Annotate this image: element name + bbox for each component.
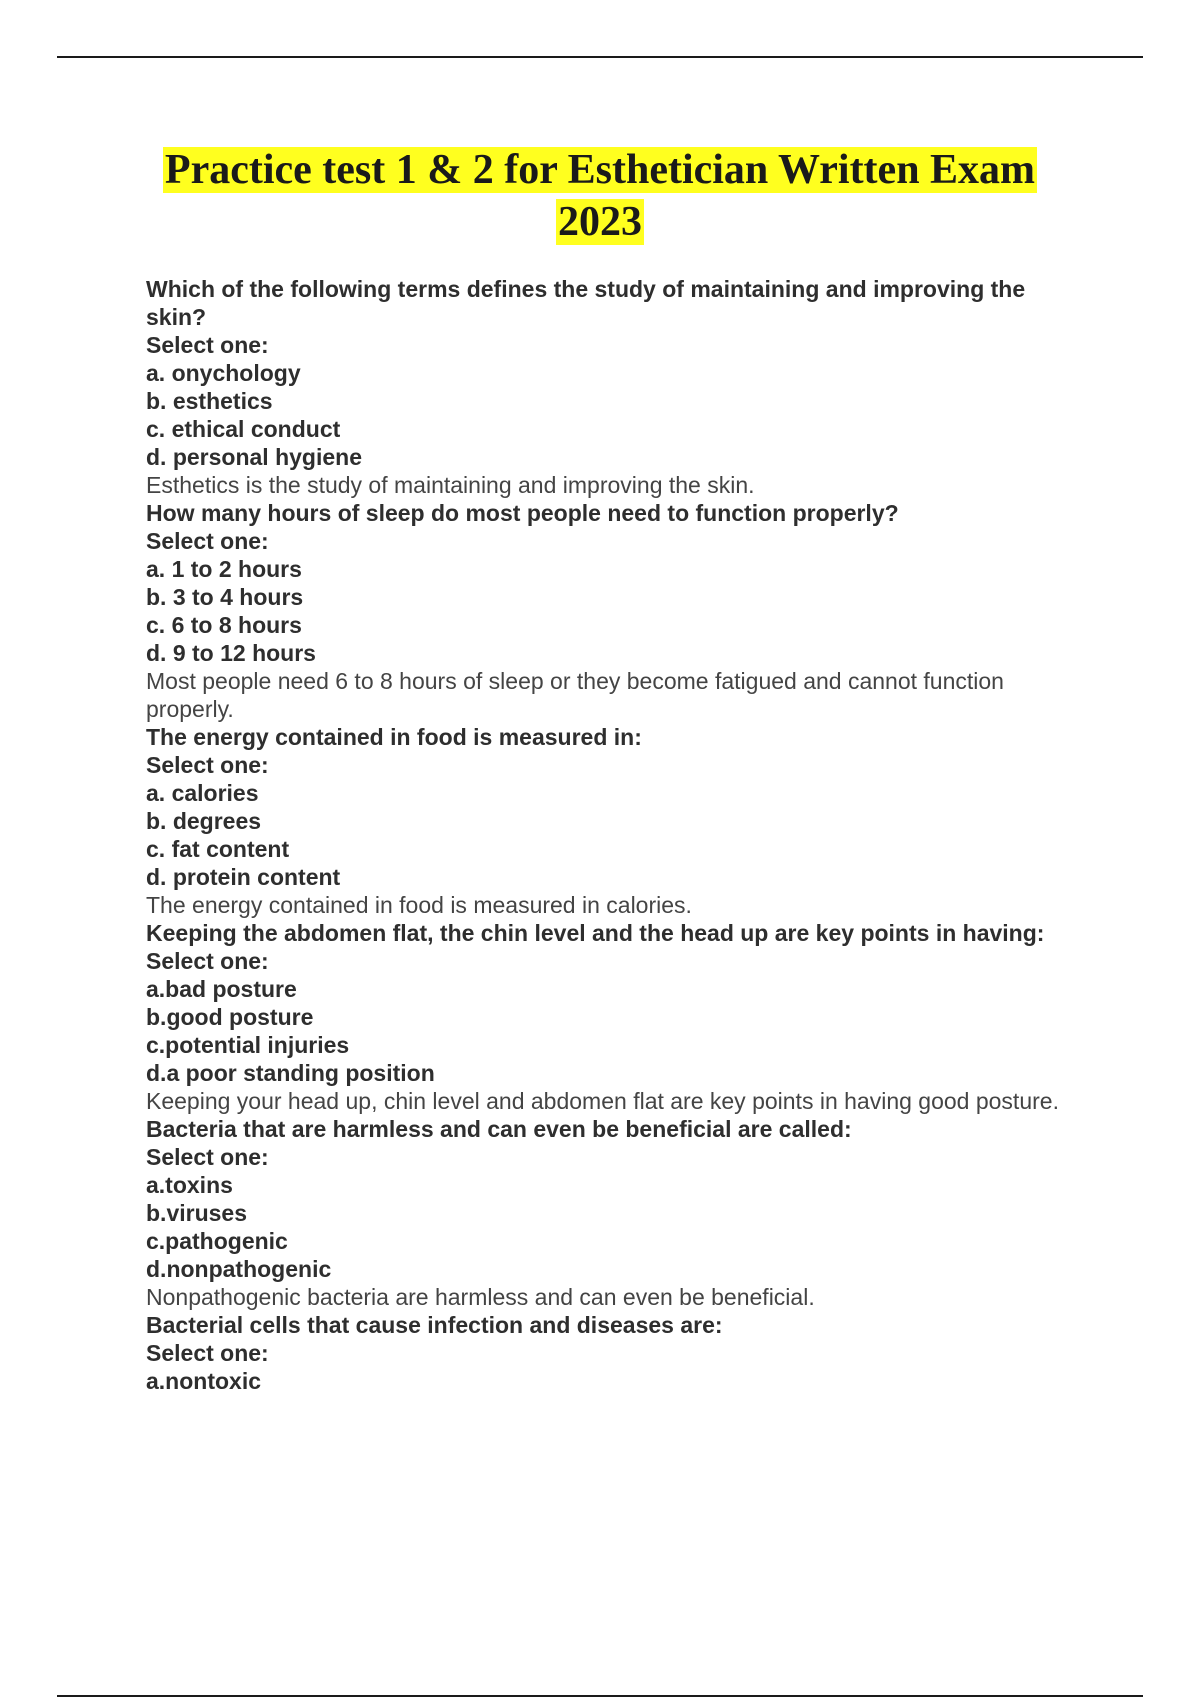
answer-explanation: Most people need 6 to 8 hours of sleep or they become fatigued and cannot function properly. <box>146 668 1004 722</box>
answer-option: d.nonpathogenic <box>146 1256 332 1282</box>
question-list <box>146 275 1086 1395</box>
answer-option: c. 6 to 8 hours <box>146 612 302 638</box>
question-block <box>146 275 1086 499</box>
title-line-2: 2023 <box>558 199 642 245</box>
answer-option: d. protein content <box>146 864 341 890</box>
answer-option: a.nontoxic <box>146 1368 262 1394</box>
select-one-label: Select one: <box>146 332 269 358</box>
answer-explanation: Esthetics is the study of maintaining and improving the skin. <box>146 472 755 498</box>
select-one-label: Select one: <box>146 948 269 974</box>
answer-option: d. 9 to 12 hours <box>146 640 316 666</box>
answer-option: a. calories <box>146 780 259 806</box>
question-block <box>146 919 1086 1115</box>
question-block <box>146 723 1086 919</box>
question-text: Keeping the abdomen flat, the chin level and the head up are key points in having: <box>146 920 1045 946</box>
question-text: Which of the following terms defines the study of maintaining and improving the skin? <box>146 276 1026 330</box>
select-one-label: Select one: <box>146 752 269 778</box>
top-rule <box>57 56 1143 58</box>
question-text: Bacteria that are harmless and can even be beneficial are called: <box>146 1116 852 1142</box>
question-block <box>146 1311 1086 1395</box>
answer-option: b.viruses <box>146 1200 247 1226</box>
answer-explanation: The energy contained in food is measured in calories. <box>146 892 692 918</box>
answer-option: c.potential injuries <box>146 1032 350 1058</box>
select-one-label: Select one: <box>146 1340 269 1366</box>
answer-option: d.a poor standing position <box>146 1060 435 1086</box>
answer-option: a. 1 to 2 hours <box>146 556 302 582</box>
document-title <box>0 144 1200 248</box>
question-block <box>146 499 1086 723</box>
answer-option: c. ethical conduct <box>146 416 341 442</box>
answer-option: b.good posture <box>146 1004 314 1030</box>
answer-option: a. onychology <box>146 360 301 386</box>
answer-explanation: Keeping your head up, chin level and abdomen flat are key points in having good posture. <box>146 1088 1059 1114</box>
answer-option: b. esthetics <box>146 388 273 414</box>
answer-option: b. degrees <box>146 808 262 834</box>
select-one-label: Select one: <box>146 1144 269 1170</box>
title-line-1: Practice test 1 & 2 for Esthetician Written Exam <box>164 147 1036 193</box>
answer-option: c.pathogenic <box>146 1228 288 1254</box>
question-text: The energy contained in food is measured in: <box>146 724 642 750</box>
bottom-rule <box>57 1695 1143 1697</box>
answer-option: b. 3 to 4 hours <box>146 584 304 610</box>
question-block <box>146 1115 1086 1311</box>
select-one-label: Select one: <box>146 528 269 554</box>
answer-explanation: Nonpathogenic bacteria are harmless and can even be beneficial. <box>146 1284 815 1310</box>
answer-option: a.bad posture <box>146 976 297 1002</box>
answer-option: d. personal hygiene <box>146 444 362 470</box>
answer-option: c. fat content <box>146 836 290 862</box>
question-text: How many hours of sleep do most people need to function properly? <box>146 500 899 526</box>
answer-option: a.toxins <box>146 1172 233 1198</box>
question-text: Bacterial cells that cause infection and diseases are: <box>146 1312 723 1338</box>
